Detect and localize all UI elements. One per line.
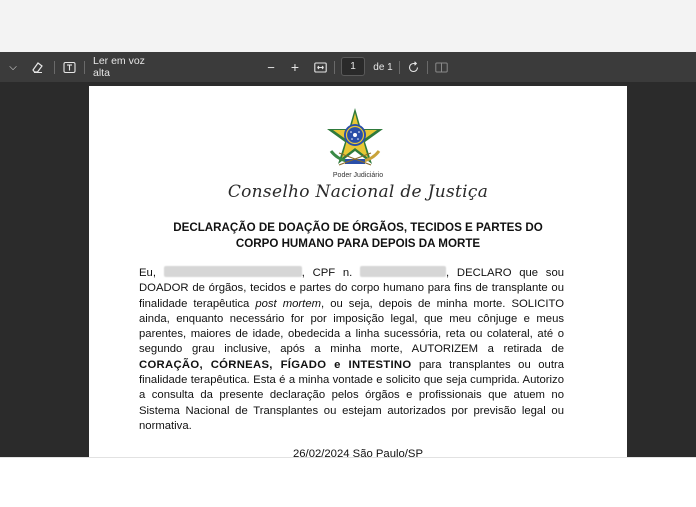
paragraph-start-text: Eu,	[139, 267, 156, 279]
organs-list-text: CORAÇÃO, CÓRNEAS, FÍGADO e INTESTINO	[139, 358, 412, 371]
redacted-cpf	[360, 266, 446, 277]
blank-area	[0, 457, 696, 507]
pdf-page	[89, 86, 627, 457]
toolbar-divider	[84, 61, 85, 74]
toolbar-divider	[54, 61, 55, 74]
chevron-down-icon[interactable]: ⌵	[9, 61, 17, 73]
org-small-label: Poder Judiciário	[332, 172, 384, 179]
eraser-icon[interactable]	[28, 52, 46, 82]
cpf-label-text: , CPF n.	[301, 267, 353, 279]
text-box-icon[interactable]	[60, 52, 78, 82]
two-page-view-icon[interactable]	[433, 52, 449, 82]
rotate-icon[interactable]	[405, 52, 421, 82]
document-viewer[interactable]	[0, 82, 696, 457]
declaration-paragraph	[139, 266, 564, 434]
fit-page-icon[interactable]	[311, 52, 329, 82]
request-text: , ou seja, depois de minha morte. SOLICITO ainda, enquanto necessário for por imposição legal, que meu cônjuge e meus parentes, maiores de idade, obedecida a linha sucessória, reta ou colateral, até o segundo grau inclusive, após a minha morte, AUTORIZEM a retirada de	[139, 297, 565, 356]
document-title-line-1: DECLARAÇÃO DE DOAÇÃO DE ÓRGÃOS, TECIDOS E PARTES DO	[173, 221, 543, 234]
date-place-text: 26/02/2024 São Paulo/SP	[292, 448, 424, 457]
declaro-text: , DECLARO que sou	[446, 267, 565, 279]
redacted-name	[164, 266, 302, 277]
org-script-title: Conselho Nacional de Justiça	[227, 182, 489, 202]
pdf-toolbar	[0, 52, 696, 82]
zoom-out-button[interactable]: −	[267, 59, 275, 75]
toolbar-divider	[399, 61, 400, 74]
read-aloud-button[interactable]: Ler em voz alta	[93, 55, 145, 79]
brazil-coat-of-arms-icon	[323, 107, 387, 169]
post-mortem-text: post mortem	[255, 297, 322, 310]
toolbar-divider	[334, 61, 335, 74]
authorization-text: para transplantes ou outra finalidade terapêutica. Esta é a minha vontade e solicito que seja cumprida. Autorizo a consulta da presente declaração pelos órgãos e profissionais que atuem no Sistema Nacional de Transplantes ou estejam autorizados por previsão legal ou normativa.	[139, 358, 564, 432]
document-title-line-2: CORPO HUMANO PARA DEPOIS DA MORTE	[235, 237, 481, 250]
page-number-input[interactable]: 1	[341, 57, 365, 76]
browser-top-area	[0, 0, 696, 52]
toolbar-divider	[427, 61, 428, 74]
zoom-in-button[interactable]: +	[290, 59, 300, 75]
donor-statement-text: DOADOR de órgãos, tecidos e partes do corpo humano para fins de transplante ou finalidade terapêutica	[139, 282, 564, 310]
page-total-label: de 1	[373, 61, 393, 73]
